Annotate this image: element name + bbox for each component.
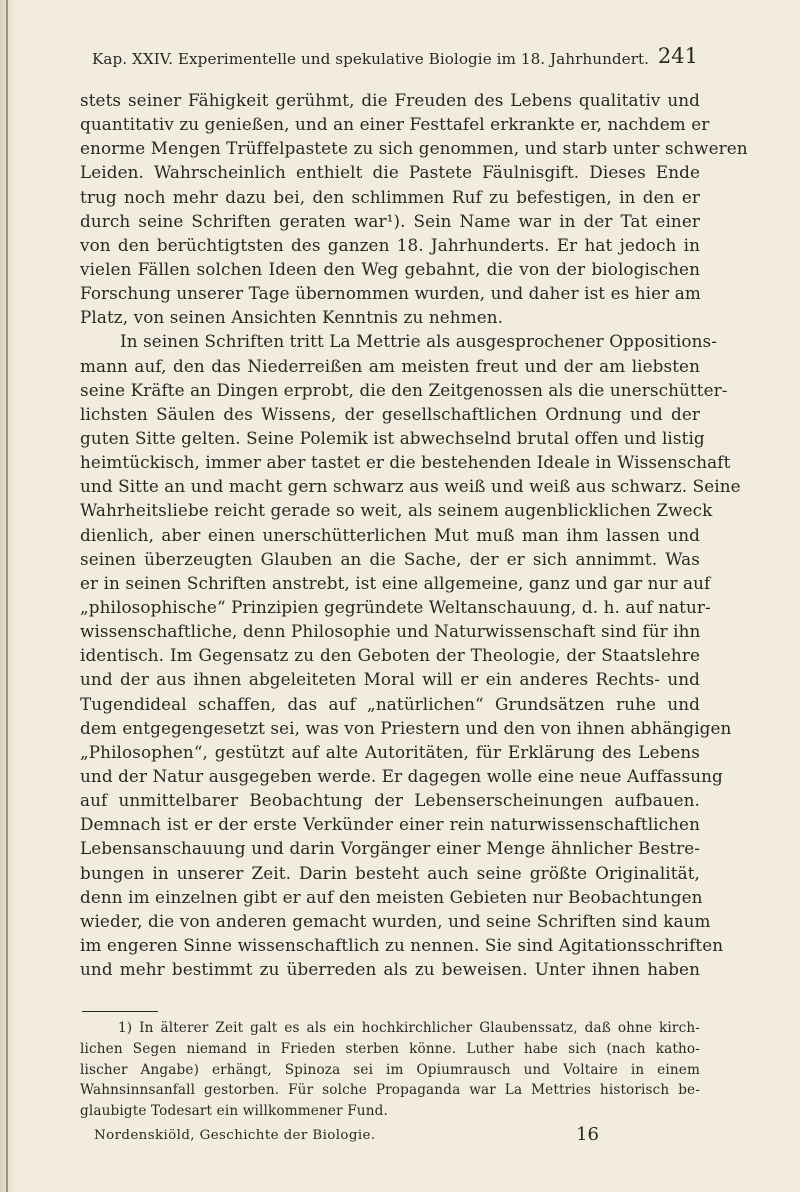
text-line: Platz, von seinen Ansichten Kenntnis zu nehmen.: [80, 307, 504, 328]
footnote-line: lichen Segen niemand in Frieden sterben könne. Luther habe sich (nach katho-: [80, 1040, 700, 1057]
text-line: und mehr bestimmt zu überreden als zu beweisen. Unter ihnen haben: [80, 959, 700, 980]
text-line: er in seinen Schriften anstrebt, ist eine allgemeine, ganz und gar nur auf: [80, 572, 711, 593]
text-line: Demnach ist er der erste Verkünder einer rein naturwissenschaftlichen: [80, 814, 700, 835]
text-line: Wahrheitsliebe reicht gerade so weit, als seinem augenblicklichen Zweck: [80, 500, 713, 521]
text-line: enorme Mengen Trüffelpastete zu sich genommen, und starb unter schweren: [80, 138, 748, 159]
text-line: im engeren Sinne wissenschaftlich zu nennen. Sie sind Agitationsschriften: [80, 934, 724, 955]
signature-line: Nordenskiöld, Geschichte der Biologie.: [94, 1128, 376, 1143]
paragraph-2: [80, 329, 741, 981]
page-footer: [94, 1124, 599, 1150]
text-line: seinen überzeugten Glauben an die Sache, der er sich annimmt. Was: [80, 548, 700, 569]
text-line: trug noch mehr dazu bei, den schlimmen Ruf zu befestigen, in den er: [80, 186, 700, 207]
text-line: vielen Fällen solchen Ideen den Weg gebahnt, die von der biologischen: [80, 258, 700, 279]
paragraph-1: [80, 88, 748, 329]
page-binding-edge: [0, 0, 16, 1192]
text-line: heimtückisch, immer aber tastet er die bestehenden Ideale in Wissenschaft: [80, 452, 731, 473]
text-line: wissenschaftliche, denn Philosophie und Naturwissenschaft sind für ihn: [80, 621, 701, 642]
text-line: durch seine Schriften geraten war¹). Sein Name war in der Tat einer: [80, 210, 700, 231]
text-line: und der aus ihnen abgeleiteten Moral will er ein anderes Rechts- und: [80, 669, 700, 690]
text-line: seine Kräfte an Dingen erprobt, die den Zeitgenossen als die unerschütter-: [80, 379, 728, 400]
main-text: [80, 88, 748, 981]
text-line: mann auf, den das Niederreißen am meisten freut und der am liebsten: [80, 355, 700, 376]
text-line: identisch. Im Gegensatz zu den Geboten der Theologie, der Staatslehre: [80, 645, 700, 666]
text-line: Forschung unserer Tage übernommen wurden, und daher ist es hier am: [80, 283, 701, 304]
text-line: dem entgegengesetzt sei, was von Priestern und den von ihnen abhängigen: [80, 717, 732, 738]
footnote: [80, 1018, 700, 1122]
text-line: Tugendideal schaffen, das auf „natürlichen“ Grundsätzen ruhe und: [80, 693, 700, 714]
footnote-line: 1) In älterer Zeit galt es als ein hochkirchlicher Glaubenssatz, daß ohne kirch-: [118, 1020, 700, 1036]
text-line: und der Natur ausgegeben werde. Er dagegen wolle eine neue Auffassung: [80, 765, 723, 786]
text-line: und Sitte an und macht gern schwarz aus weiß und weiß aus schwarz. Seine: [80, 476, 741, 497]
running-head: Kap. XXIV. Experimentelle und spekulative Biologie im 18. Jahrhundert.: [92, 50, 650, 68]
text-line: bungen in unserer Zeit. Darin besteht auch seine größte Originalität,: [80, 862, 700, 883]
text-line: guten Sitte gelten. Seine Polemik ist abwechselnd brutal offen und listig: [80, 427, 705, 448]
text-line: „Philosophen“, gestützt auf alte Autoritäten, für Erklärung des Lebens: [80, 741, 700, 762]
text-line: dienlich, aber einen unerschütterlichen Mut muß man ihm lassen und: [80, 524, 700, 545]
page-number: 241: [657, 44, 698, 68]
text-line: auf unmittelbarer Beobachtung der Lebenserscheinungen aufbauen.: [80, 790, 700, 811]
text-line: stets seiner Fähigkeit gerühmt, die Freuden des Lebens qualitativ und: [80, 90, 700, 110]
footnote-rule: [82, 1011, 158, 1012]
footnote-line: Wahnsinnsanfall gestorben. Für solche Propaganda war La Mettries historisch be-: [80, 1082, 700, 1099]
text-line: wieder, die von anderen gemacht wurden, und seine Schriften sind kaum: [80, 910, 711, 931]
text-line: Lebensanschauung und darin Vorgänger einer Menge ähnlicher Bestre-: [80, 838, 700, 859]
page-binding-line: [6, 0, 8, 1192]
text-line: denn im einzelnen gibt er auf den meisten Gebieten nur Beobachtungen: [80, 886, 703, 907]
text-line: von den berüchtigtsten des ganzen 18. Jahrhunderts. Er hat jedoch in: [80, 234, 700, 255]
text-line: „philosophische“ Prinzipien gegründete Weltanschauung, d. h. auf natur-: [80, 596, 711, 617]
page-header: [92, 44, 698, 76]
text-line: lichsten Säulen des Wissens, der gesellschaftlichen Ordnung und der: [80, 403, 700, 424]
text-line: Leiden. Wahrscheinlich enthielt die Pastete Fäulnisgift. Dieses Ende: [80, 162, 700, 183]
signature-mark: 16: [576, 1124, 599, 1145]
footnote-line: lischer Angabe) erhängt, Spinoza sei im Opiumrausch und Voltaire in einem: [80, 1061, 700, 1078]
text-line: In seinen Schriften tritt La Mettrie als ausgesprochener Oppositions-: [120, 331, 718, 352]
text-line: quantitativ zu genießen, und an einer Festtafel erkrankte er, nachdem er: [80, 114, 710, 135]
footnote-line: glaubigte Todesart ein willkommener Fund.: [80, 1103, 388, 1120]
